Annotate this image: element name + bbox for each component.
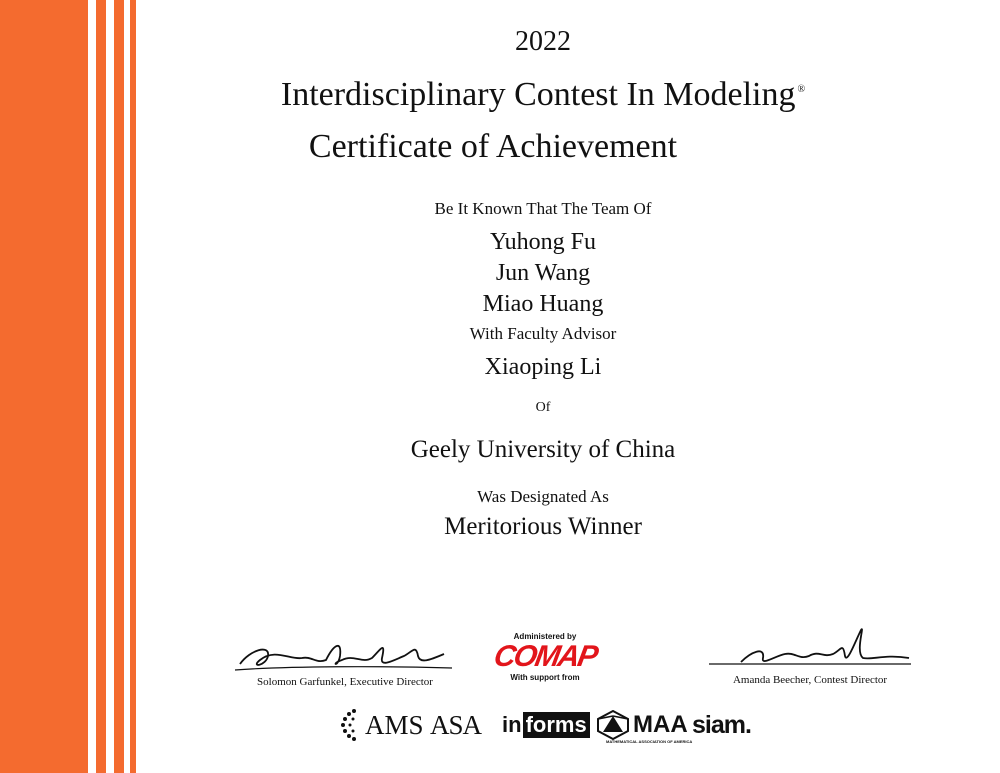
maa-icosahedron-icon bbox=[596, 710, 630, 740]
executive-director-name: Solomon Garfunkel, Executive Director bbox=[257, 676, 433, 688]
contest-director-signature bbox=[705, 622, 915, 692]
university-name: Geely University of China bbox=[410, 436, 676, 463]
contest-director-name: Amanda Beecher, Contest Director bbox=[732, 674, 888, 686]
team-member-1: Yuhong Fu bbox=[489, 229, 597, 255]
signature-scribble-left bbox=[230, 630, 460, 674]
ams-logo bbox=[340, 705, 424, 745]
administrator-block bbox=[492, 632, 598, 702]
team-intro: Be It Known That The Team Of bbox=[434, 199, 652, 218]
ams-dots-icon bbox=[340, 708, 362, 742]
sponsor-logos bbox=[340, 705, 780, 745]
certificate-title: Certificate of Achievement bbox=[308, 128, 678, 165]
informs-logo bbox=[502, 705, 590, 745]
certificate-year: 2022 bbox=[515, 26, 571, 57]
stripe-thin-1 bbox=[96, 0, 106, 773]
decorative-stripes bbox=[0, 0, 140, 773]
maa-subtitle: MATHEMATICAL ASSOCIATION OF AMERICA bbox=[606, 739, 693, 744]
informs-prefix: in bbox=[502, 712, 522, 737]
of-label: Of bbox=[535, 400, 551, 415]
advisor-intro: With Faculty Advisor bbox=[469, 324, 617, 343]
support-label: With support from bbox=[510, 673, 580, 682]
asa-text: ASA bbox=[430, 709, 482, 740]
team-member-3: Miao Huang bbox=[482, 291, 604, 317]
signature-scribble-right bbox=[705, 622, 915, 670]
registered-mark: ® bbox=[797, 84, 806, 95]
award-designation: Meritorious Winner bbox=[444, 513, 642, 540]
stripe-thin-2 bbox=[114, 0, 124, 773]
contest-name-text: Interdisciplinary Contest In Modeling bbox=[280, 76, 796, 113]
informs-box: forms bbox=[523, 712, 590, 738]
ams-text: AMS bbox=[365, 709, 424, 740]
executive-director-signature bbox=[230, 630, 460, 690]
designation-intro: Was Designated As bbox=[477, 487, 609, 506]
asa-logo bbox=[430, 705, 481, 745]
maa-logo bbox=[596, 705, 693, 745]
siam-logo bbox=[692, 705, 751, 745]
siam-text: siam. bbox=[692, 710, 751, 739]
team-member-2: Jun Wang bbox=[495, 260, 591, 286]
administered-by-label: Administered by bbox=[513, 632, 577, 641]
stripe-thin-3 bbox=[130, 0, 136, 773]
faculty-advisor: Xiaoping Li bbox=[484, 354, 602, 380]
stripe-wide bbox=[0, 0, 88, 773]
contest-name bbox=[140, 76, 946, 114]
maa-text: MAA bbox=[633, 711, 688, 738]
comap-logo: COMAP bbox=[491, 640, 599, 673]
